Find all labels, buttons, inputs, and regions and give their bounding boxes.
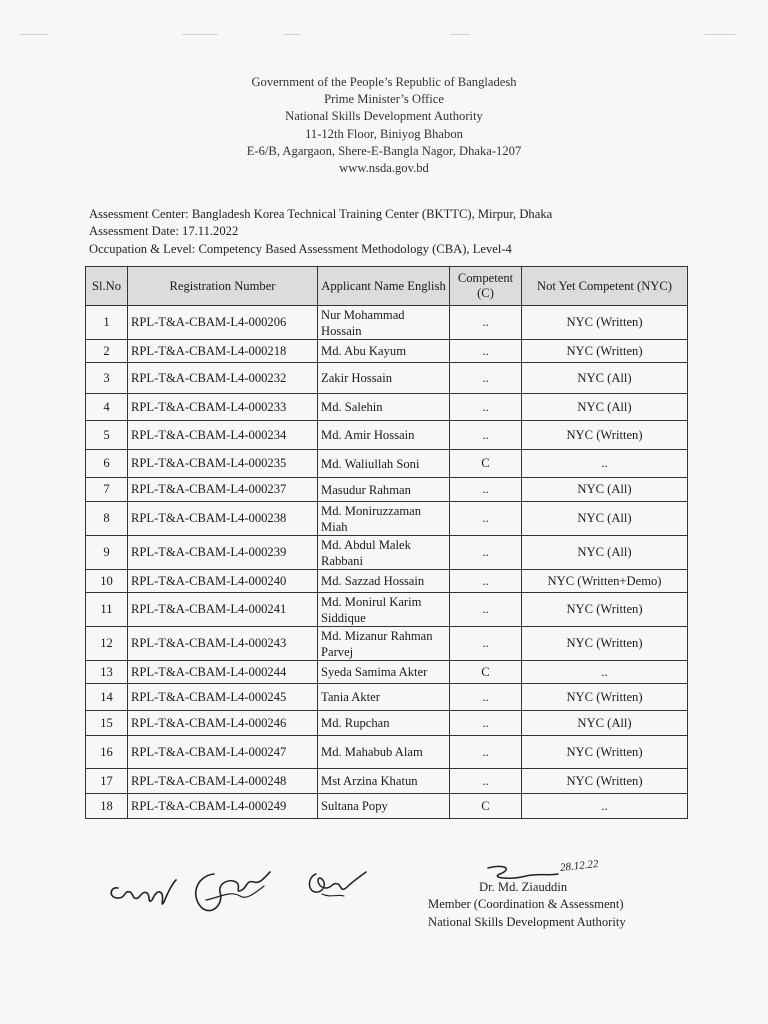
- results-table: [85, 266, 688, 819]
- cell-applicant-name: Md. Mahabub Alam: [318, 736, 450, 769]
- cell-not-yet-competent: NYC (Written): [522, 306, 688, 340]
- signatory-name: Dr. Md. Ziauddin: [479, 880, 568, 894]
- letterhead-government: Government of the People’s Republic of Bangladesh: [251, 75, 517, 89]
- cell-sl-number: 10: [86, 570, 128, 593]
- cell-registration-number: RPL-T&A-CBAM-L4-000239: [128, 536, 318, 570]
- table-row: [86, 794, 688, 819]
- cell-applicant-name: Md. Rupchan: [318, 711, 450, 736]
- cell-sl-number: 1: [86, 306, 128, 340]
- cell-applicant-name: Nur Mohammad Hossain: [318, 306, 450, 340]
- cell-competent: C: [450, 794, 522, 819]
- col-header-name: Applicant Name English: [318, 267, 450, 306]
- signature-date: 28.12.22: [559, 858, 600, 874]
- cell-registration-number: RPL-T&A-CBAM-L4-000235: [128, 450, 318, 478]
- cell-applicant-name: Zakir Hossain: [318, 363, 450, 394]
- cell-sl-number: 7: [86, 478, 128, 502]
- table-row: [86, 661, 688, 684]
- cell-registration-number: RPL-T&A-CBAM-L4-000218: [128, 340, 318, 363]
- signatory-org: National Skills Development Authority: [428, 914, 626, 929]
- cell-not-yet-competent: NYC (All): [522, 711, 688, 736]
- cell-competent: ..: [450, 684, 522, 711]
- cell-not-yet-competent: NYC (Written): [522, 736, 688, 769]
- cell-applicant-name: Md. Monirul Karim Siddique: [318, 593, 450, 627]
- cell-applicant-name: Mst Arzina Khatun: [318, 769, 450, 794]
- cell-not-yet-competent: NYC (Written): [522, 340, 688, 363]
- col-header-competent: Competent (C): [450, 267, 522, 306]
- signatory-block: [428, 879, 668, 931]
- cell-registration-number: RPL-T&A-CBAM-L4-000246: [128, 711, 318, 736]
- cell-not-yet-competent: NYC (All): [522, 363, 688, 394]
- cell-applicant-name: Sultana Popy: [318, 794, 450, 819]
- cell-sl-number: 12: [86, 627, 128, 661]
- cell-applicant-name: Md. Moniruzzaman Miah: [318, 502, 450, 536]
- cell-registration-number: RPL-T&A-CBAM-L4-000233: [128, 394, 318, 421]
- letterhead-authority: National Skills Development Authority: [285, 109, 483, 124]
- top-rule-mid3: [450, 34, 470, 35]
- table-row: [86, 627, 688, 661]
- top-rule-mid2: [284, 34, 300, 35]
- cell-registration-number: RPL-T&A-CBAM-L4-000238: [128, 502, 318, 536]
- cell-sl-number: 8: [86, 502, 128, 536]
- cell-not-yet-competent: NYC (All): [522, 536, 688, 570]
- letterhead-address: E-6/B, Agargaon, Shere-E-Bangla Nagor, Dhaka-1207: [246, 143, 522, 158]
- table-row: [86, 421, 688, 450]
- signature-icon: [302, 864, 372, 904]
- assessment-date: Assessment Date: 17.11.2022: [89, 224, 239, 239]
- table-row: [86, 711, 688, 736]
- cell-applicant-name: Md. Abu Kayum: [318, 340, 450, 363]
- cell-not-yet-competent: NYC (Written): [522, 627, 688, 661]
- cell-applicant-name: Syeda Samima Akter: [318, 661, 450, 684]
- cell-competent: ..: [450, 769, 522, 794]
- cell-sl-number: 15: [86, 711, 128, 736]
- table-row: [86, 502, 688, 536]
- table-row: [86, 363, 688, 394]
- assessment-center: Assessment Center: Bangladesh Korea Technical Training Center (BKTTC), Mirpur, Dhaka: [89, 207, 553, 221]
- cell-competent: C: [450, 450, 522, 478]
- cell-sl-number: 6: [86, 450, 128, 478]
- table-row: [86, 306, 688, 340]
- cell-competent: ..: [450, 363, 522, 394]
- table-body: [86, 306, 688, 819]
- col-header-registration: Registration Number: [128, 267, 318, 306]
- cell-competent: ..: [450, 536, 522, 570]
- cell-competent: ..: [450, 421, 522, 450]
- table-row: [86, 478, 688, 502]
- cell-not-yet-competent: NYC (All): [522, 394, 688, 421]
- cell-sl-number: 13: [86, 661, 128, 684]
- cell-competent: ..: [450, 570, 522, 593]
- cell-sl-number: 17: [86, 769, 128, 794]
- signatory-title: Member (Coordination & Assessment): [428, 897, 624, 912]
- cell-not-yet-competent: NYC (Written): [522, 593, 688, 627]
- cell-not-yet-competent: NYC (Written): [522, 421, 688, 450]
- cell-competent: ..: [450, 593, 522, 627]
- cell-registration-number: RPL-T&A-CBAM-L4-000245: [128, 684, 318, 711]
- table-row: [86, 536, 688, 570]
- occupation-level: Occupation & Level: Competency Based Assessment Methodology (CBA), Level-4: [89, 241, 512, 256]
- cell-not-yet-competent: NYC (All): [522, 478, 688, 502]
- cell-sl-number: 2: [86, 340, 128, 363]
- table-row: [86, 340, 688, 363]
- cell-not-yet-competent: NYC (Written+Demo): [522, 570, 688, 593]
- cell-sl-number: 16: [86, 736, 128, 769]
- top-rule-left: [20, 34, 48, 35]
- cell-competent: ..: [450, 502, 522, 536]
- cell-registration-number: RPL-T&A-CBAM-L4-000249: [128, 794, 318, 819]
- letterhead-office: Prime Minister’s Office: [324, 92, 444, 107]
- table-row: [86, 769, 688, 794]
- table-row: [86, 450, 688, 478]
- cell-not-yet-competent: ..: [522, 450, 688, 478]
- cell-applicant-name: Md. Waliullah Soni: [318, 450, 450, 478]
- cell-sl-number: 11: [86, 593, 128, 627]
- table-row: [86, 570, 688, 593]
- cell-registration-number: RPL-T&A-CBAM-L4-000206: [128, 306, 318, 340]
- cell-not-yet-competent: NYC (Written): [522, 769, 688, 794]
- cell-not-yet-competent: NYC (All): [522, 502, 688, 536]
- table-row: [86, 394, 688, 421]
- cell-registration-number: RPL-T&A-CBAM-L4-000248: [128, 769, 318, 794]
- table-row: [86, 736, 688, 769]
- cell-competent: ..: [450, 711, 522, 736]
- col-header-nyc: Not Yet Competent (NYC): [522, 267, 688, 306]
- cell-sl-number: 4: [86, 394, 128, 421]
- cell-sl-number: 3: [86, 363, 128, 394]
- cell-competent: ..: [450, 627, 522, 661]
- cell-competent: ..: [450, 306, 522, 340]
- cell-registration-number: RPL-T&A-CBAM-L4-000247: [128, 736, 318, 769]
- table-row: [86, 593, 688, 627]
- col-header-sl: Sl.No: [86, 267, 128, 306]
- assessment-info: [89, 206, 552, 258]
- cell-not-yet-competent: NYC (Written): [522, 684, 688, 711]
- cell-sl-number: 9: [86, 536, 128, 570]
- letterhead-website: www.nsda.gov.bd: [339, 161, 429, 176]
- cell-competent: ..: [450, 478, 522, 502]
- cell-sl-number: 18: [86, 794, 128, 819]
- cell-applicant-name: Tania Akter: [318, 684, 450, 711]
- cell-competent: C: [450, 661, 522, 684]
- letterhead-floor: 11-12th Floor, Biniyog Bhabon: [305, 126, 463, 141]
- signature-icon: [184, 860, 276, 920]
- table-row: [86, 684, 688, 711]
- cell-competent: ..: [450, 340, 522, 363]
- cell-registration-number: RPL-T&A-CBAM-L4-000237: [128, 478, 318, 502]
- cell-competent: ..: [450, 394, 522, 421]
- cell-sl-number: 5: [86, 421, 128, 450]
- cell-registration-number: RPL-T&A-CBAM-L4-000234: [128, 421, 318, 450]
- table-header-row: [86, 267, 688, 306]
- cell-not-yet-competent: ..: [522, 661, 688, 684]
- signature-icon: [104, 870, 184, 910]
- cell-applicant-name: Masudur Rahman: [318, 478, 450, 502]
- cell-sl-number: 14: [86, 684, 128, 711]
- top-rule-mid: [182, 34, 218, 35]
- top-rule-right: [705, 34, 735, 35]
- cell-registration-number: RPL-T&A-CBAM-L4-000243: [128, 627, 318, 661]
- cell-registration-number: RPL-T&A-CBAM-L4-000241: [128, 593, 318, 627]
- letterhead: [0, 74, 768, 177]
- cell-applicant-name: Md. Abdul Malek Rabbani: [318, 536, 450, 570]
- cell-applicant-name: Md. Salehin: [318, 394, 450, 421]
- cell-applicant-name: Md. Sazzad Hossain: [318, 570, 450, 593]
- cell-registration-number: RPL-T&A-CBAM-L4-000232: [128, 363, 318, 394]
- cell-not-yet-competent: ..: [522, 794, 688, 819]
- cell-registration-number: RPL-T&A-CBAM-L4-000244: [128, 661, 318, 684]
- cell-registration-number: RPL-T&A-CBAM-L4-000240: [128, 570, 318, 593]
- cell-applicant-name: Md. Mizanur Rahman Parvej: [318, 627, 450, 661]
- cell-applicant-name: Md. Amir Hossain: [318, 421, 450, 450]
- cell-competent: ..: [450, 736, 522, 769]
